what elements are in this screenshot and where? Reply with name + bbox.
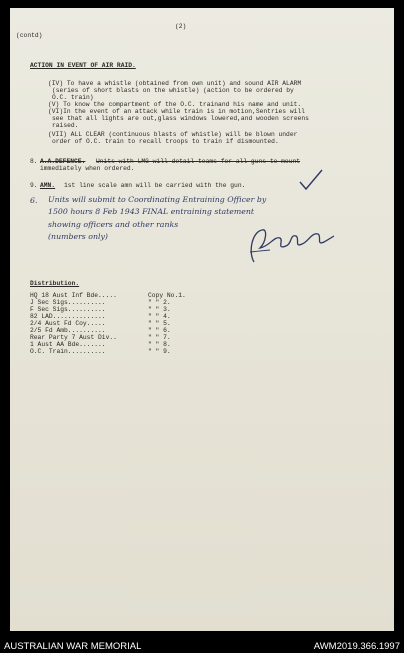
para8-line2: immediately when ordered. [40, 165, 135, 172]
distribution-row: 1 Aust AA Bde....... " " 8. [30, 341, 171, 348]
distribution-row: O.C. Train.......... " " 9. [30, 348, 171, 355]
distribution-row: J Sec Sigs.......... " " 2. [30, 299, 171, 306]
section-title: ACTION IN EVENT OF AIR RAID. [30, 62, 136, 69]
item-line: (IV) To have a whistle (obtained from own unit) and sound AIR ALARM [48, 80, 302, 87]
handwritten-line2: 1500 hours 8 Feb 1943 FINAL entraining statement [48, 207, 255, 216]
page-number: (2) [175, 23, 187, 30]
item-line: (V) To know the compartment of the O.C. trainand his name and unit. [48, 101, 302, 108]
item-line: (series of short blasts on the whistle) (action to be ordered by [52, 87, 294, 94]
check-mark-icon [298, 168, 324, 192]
item-line: (VI)In the event of an attack while train is in motion,Sentries will [48, 108, 305, 115]
item-line: O.C. train) [52, 94, 94, 101]
item-line: raised. [52, 122, 79, 129]
footer-bar [0, 636, 404, 653]
signature-image [240, 222, 340, 266]
distribution-row: 2/4 Aust Fd Coy..... " " 5. [30, 320, 171, 327]
distribution-row: Rear Party 7 Aust Div.. " " 7. [30, 334, 171, 341]
item-line: (VII) ALL CLEAR (continuous blasts of whistle) will be blown under [48, 131, 298, 138]
footer-source: AUSTRALIAN WAR MEMORIAL [4, 641, 142, 652]
handwritten-number: 6. [30, 196, 38, 205]
contd-label: (contd) [16, 32, 43, 39]
distribution-row: F Sec Sigs.......... " " 3. [30, 306, 171, 313]
footer-accession-number: AWM2019.366.1997 [313, 641, 400, 652]
para8-line1: Units with LMG will detail teams for all guns to mount [96, 158, 301, 165]
para8-number: 8. [30, 158, 38, 165]
para9-number: 9. [30, 182, 38, 189]
handwritten-line1: Units will submit to Coordinating Entraining Officer by [48, 195, 267, 204]
distribution-title: Distribution. [30, 280, 80, 287]
para8-title: A.A.DEFENCE. [40, 158, 86, 165]
handwritten-line3: showing officers and other ranks [48, 220, 179, 229]
distribution-row: 2/5 Fd Amb.......... " " 6. [30, 327, 171, 334]
para9-text: 1st line scale amn will be carried with the gun. [64, 182, 246, 189]
distribution-row: HQ 18 Aust Inf Bde..... Copy No.1. [30, 292, 186, 299]
item-line: see that all lights are out,glass windows lowered,and wooden screens [52, 115, 309, 122]
para9-title: AMN. [40, 182, 56, 189]
item-line: order of O.C. train to recall troops to train if dismounted. [52, 138, 279, 145]
handwritten-line4: (numbers only) [48, 232, 108, 241]
distribution-row: 82 LAD.............. " " 4. [30, 313, 171, 320]
